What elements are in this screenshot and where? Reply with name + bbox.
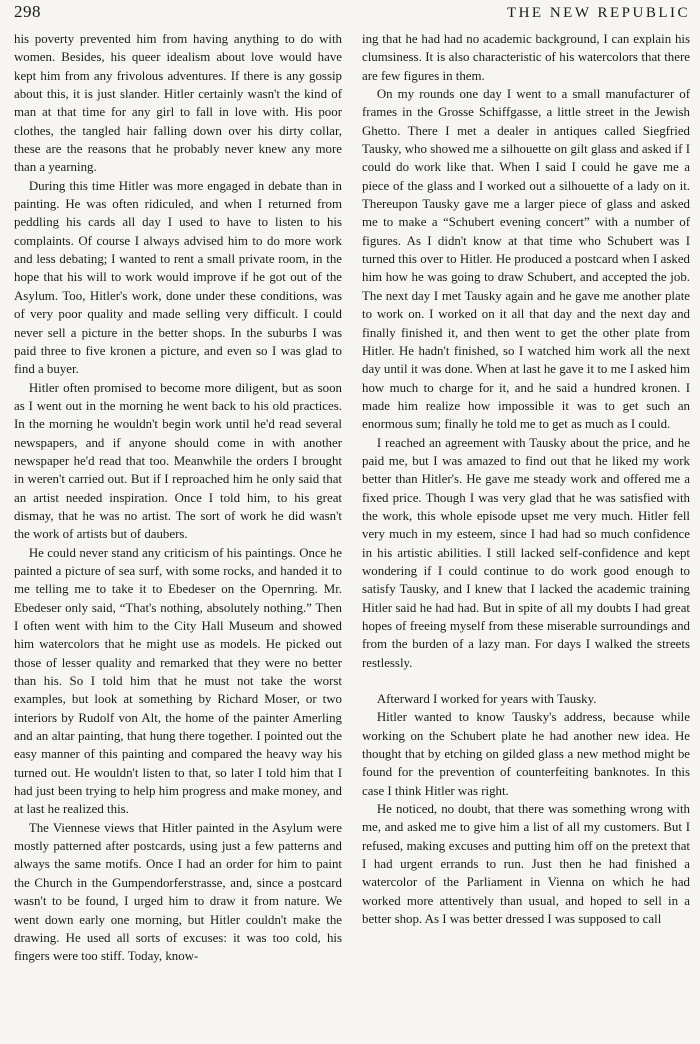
paragraph: Hitler often promised to become more diligent, but as soon as I went out in the morning he went back to his old practices. In the morning he wouldn't begin work until he'd read several newspapers, and if anyone should come in with another newspaper he'd read that too. Meanwhile the orders I brought in weren't carried out. But if I reproached him he only said that an artist needed inspiration. Once I told him, to his great dismay, that he was no artist. The sort of work he did wasn't the work of artists but of daubers. <box>14 380 342 542</box>
paragraph: He could never stand any criticism of his paintings. Once he painted a picture of sea surf, with some rocks, and handed it to me telling me to take it to Ebedeser on the Opernring. Mr. Ebedeser only said, “That's nothing, absolutely nothing.” Then I often went with him to the City Hall Museum and showed him watercolors that he might use as models. He picked out those of lesser quality and remarked that they were no better than his. So I told him that he must not take the worst examples, but look at something by Richard Moser, or two interiors by Rudolf von Alt, the home of the painter Amerling and an altar painting, that hung there together. I pointed out the easy manner of this painting and compared the heavy way his turned out. He wouldn't listen to that, so later I told him that I had just been trying to help him progress and make money, and at last he realized this. <box>14 545 342 817</box>
page-number: 298 <box>14 2 41 21</box>
section-break <box>362 672 690 690</box>
paragraph: He noticed, no doubt, that there was something wrong with me, and asked me to give him a list of all my customers. But I refused, making excuses and putting him off on the pretext that I had urgent errands to run. Just then he had finished a watercolor of the Parliament in Vienna on which he had worked more attentively than usual, and hoped to sell in a better shop. As I was better dressed I was supposed to call <box>362 802 690 927</box>
paragraph: his poverty prevented him from having anything to do with women. Besides, his queer idealism about love would have kept him from any frivolous adventures. If there is any gossip about this, it is just slander. Hitler certainly wasn't the kind of man at that time for any girl to fall in love with. His poor clothes, the tangled hair falling down over his dirty collar, these are the reasons that he probably never knew any more than a yearning. <box>14 32 342 175</box>
paragraph: On my rounds one day I went to a small manufacturer of frames in the Grosse Schiffgasse, a little street in the Jewish Ghetto. There I met a dealer in antiques called Siegfried Tausky, who showed me a silhouette on gilt glass and asked if I could do work like that. When I said I could he gave me a piece of the glass and I worked out a silhouette of a lady on it. Thereupon Tausky gave me a larger piece of glass and asked me to make a “Schubert evening concert” with a number of figures. As I didn't know at that time who Schubert was I turned this over to Hitler. He produced a postcard when I asked him how he was going to draw Schubert, and accepted the job. The next day I met Tausky again and he gave me another plate to work on. I worked on it all that day and the next day and finally finished it, and then went to get the other plate from Hitler. He hadn't finished, so I watched him work all the next day until it was done. When at last he gave it to me I asked him how much to charge for it, and he said a hundred kronen. I made him realize how impossible it was to get such an enormous sum; finally he told me to get as much as I could. <box>362 87 690 432</box>
paragraph: ing that he had had no academic background, I can explain his clumsiness. It is also characteristic of his watercolors that there are few figures in them. <box>362 32 690 83</box>
page-header <box>14 0 690 30</box>
article-body <box>14 30 690 966</box>
left-column <box>14 30 342 966</box>
paragraph: The Viennese views that Hitler painted in the Asylum were mostly patterned after postcards, using just a few patterns and always the same motifs. Once I had an order for him to paint the Church in the Gumpendorferstrasse, and, since a postcard wasn't to be found, I urged him to draw it from nature. We went down early one morning, but Hitler couldn't make the drawing. He used all sorts of excuses: it was too cold, his fingers were too stiff. Today, know- <box>14 820 342 964</box>
paragraph: Hitler wanted to know Tausky's address, because while working on the Schubert plate he had another new idea. He thought that by etching on gilded glass a new method might be found for the prevention of counterfeiting banknotes. In this case I think Hitler was right. <box>362 710 690 798</box>
right-column <box>362 30 690 966</box>
magazine-title: THE NEW REPUBLIC <box>506 5 690 21</box>
paragraph: I reached an agreement with Tausky about the price, and he paid me, but I was amazed to find out that he liked my work better than Hitler's. He gave me steady work and offered me a fixed price. Though I was very glad that he was satisfied with the work, this whole episode upset me very much. Hitler fell very much in my esteem, since I had had so much confidence in his artistic abilities. I still lacked self-confidence and kept wondering if I could continue to do work good enough to satisfy Tausky, and I knew that I lacked the academic training Hitler said he had had. But in spite of all my doubts I had great hopes of freeing myself from these miserable surroundings and from the burden of a lazy man. For days I walked the streets restlessly. <box>362 435 690 670</box>
paragraph: Afterward I worked for years with Tausky. <box>376 692 597 707</box>
paragraph: During this time Hitler was more engaged in debate than in painting. He was often ridiculed, and when I returned from peddling his cards all day I used to have to listen to his complaints. Of course I always advised him to do more work and less debating; I wanted to rent a small private room, in the hope that his will to work would improve if he got out of the Asylum. Too, Hitler's work, done under these conditions, was of very poor quality and made selling very difficult. I could never sell a picture in the better shops. In the suburbs I was paid three to five kronen a picture, and even so I was glad to find a buyer. <box>14 178 342 377</box>
